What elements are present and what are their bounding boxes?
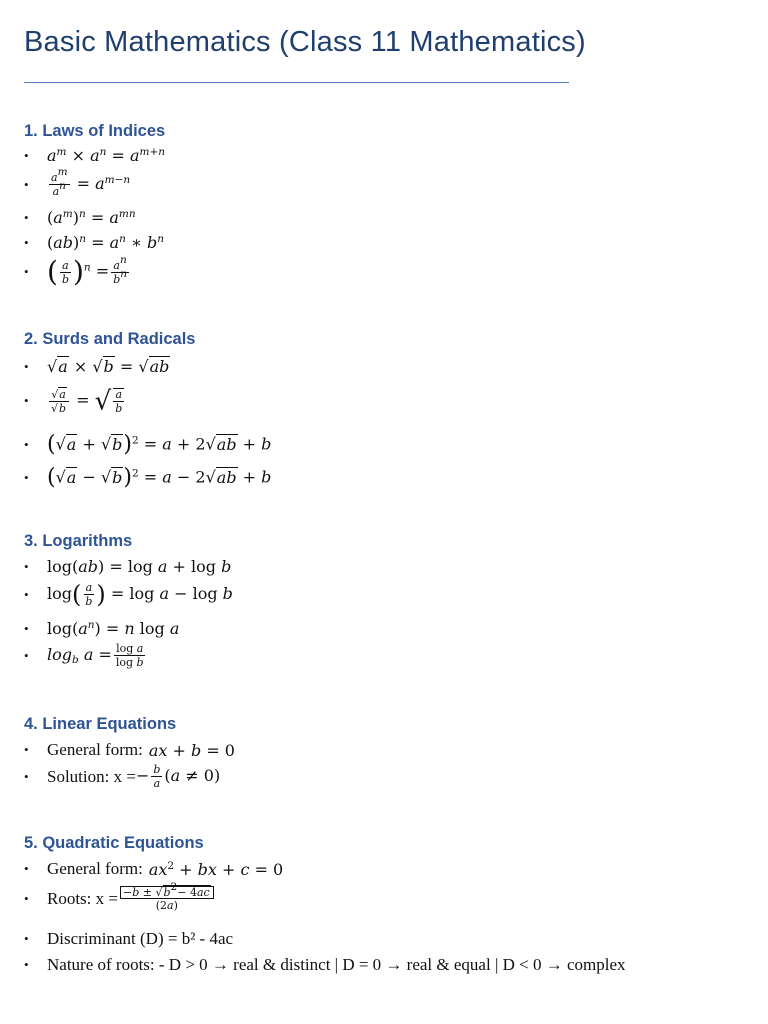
- formula-surd-difference-square: • $(√a - √b)^2 = a - 2√ab + b$: [24, 465, 272, 490]
- quadratic-discriminant: • Discriminant (D) = b² - 4ac: [24, 929, 234, 948]
- formula-product-of-powers: • $a^m \times a^n = a^{m+n}$: [24, 146, 166, 165]
- formula-surd-quotient: • $\frac{√a}{√b}$ = √ $\frac{a}{b}$: [24, 386, 123, 416]
- formula-change-of-base: • $\log_b a$ = $\frac{\text{log a}}{\text{log b}}$: [24, 642, 144, 669]
- quadratic-nature-of-roots: • Nature of roots: - D > 0 → real & distinct | D = 0 → real & equal | D < 0 → complex: [24, 955, 626, 974]
- quadratic-roots: • Roots: x = $\frac{-b \pm √b^2- 4ac}{(2a)}$: [24, 886, 216, 911]
- linear-general-form: • General form: ax + b = 0: [24, 740, 235, 760]
- section-title-laws-of-indices: 1. Laws of Indices: [24, 122, 166, 140]
- title-underline: [24, 82, 569, 83]
- formula-power-of-quotient: • ( $\frac{a}{b}$ )$^n$ = $\frac{a^n}{b^n}$: [24, 253, 127, 288]
- page-title: Basic Mathematics (Class 11 Mathematics): [24, 26, 586, 58]
- formula-surd-product: • √a × √b = √ab: [24, 357, 170, 376]
- section-title-logarithms: 3. Logarithms: [24, 532, 133, 550]
- section-title-surds-and-radicals: 2. Surds and Radicals: [24, 330, 196, 348]
- linear-solution-label: Solution: x =: [47, 766, 136, 786]
- linear-solution: • Solution: x = − $\frac{b}{a}$ (a ≠ 0): [24, 763, 221, 790]
- formula-power-of-power: • $(a^m)^n = a^{mn}$: [24, 208, 136, 227]
- quadratic-roots-label: Roots: x =: [47, 888, 118, 908]
- formula-quotient-of-powers: • $\frac{a^m}{a^n}$ = $a^{m-n}$: [24, 166, 131, 198]
- formula-log-power: • $\log(a^n) = n$ log a: [24, 619, 180, 638]
- formula-log-product: • log(ab) = log a + log b: [24, 557, 232, 576]
- section-title-linear-equations: 4. Linear Equations: [24, 715, 177, 733]
- quadratic-general-label: General form:: [47, 859, 143, 878]
- linear-general-label: General form:: [47, 740, 143, 759]
- formula-power-of-product: • $(ab)^n = a^n$ ∗ $b^n$: [24, 233, 164, 252]
- formula-surd-sum-square: • $(√a + √b)^2 = a + 2√ab + b$: [24, 432, 272, 457]
- formula-log-quotient: • log( $\frac{a}{b}$ ) = log a − log b: [24, 580, 233, 609]
- section-title-quadratic-equations: 5. Quadratic Equations: [24, 834, 204, 852]
- quadratic-general-form: • General form: $ax^2$ + bx + c = 0: [24, 859, 284, 879]
